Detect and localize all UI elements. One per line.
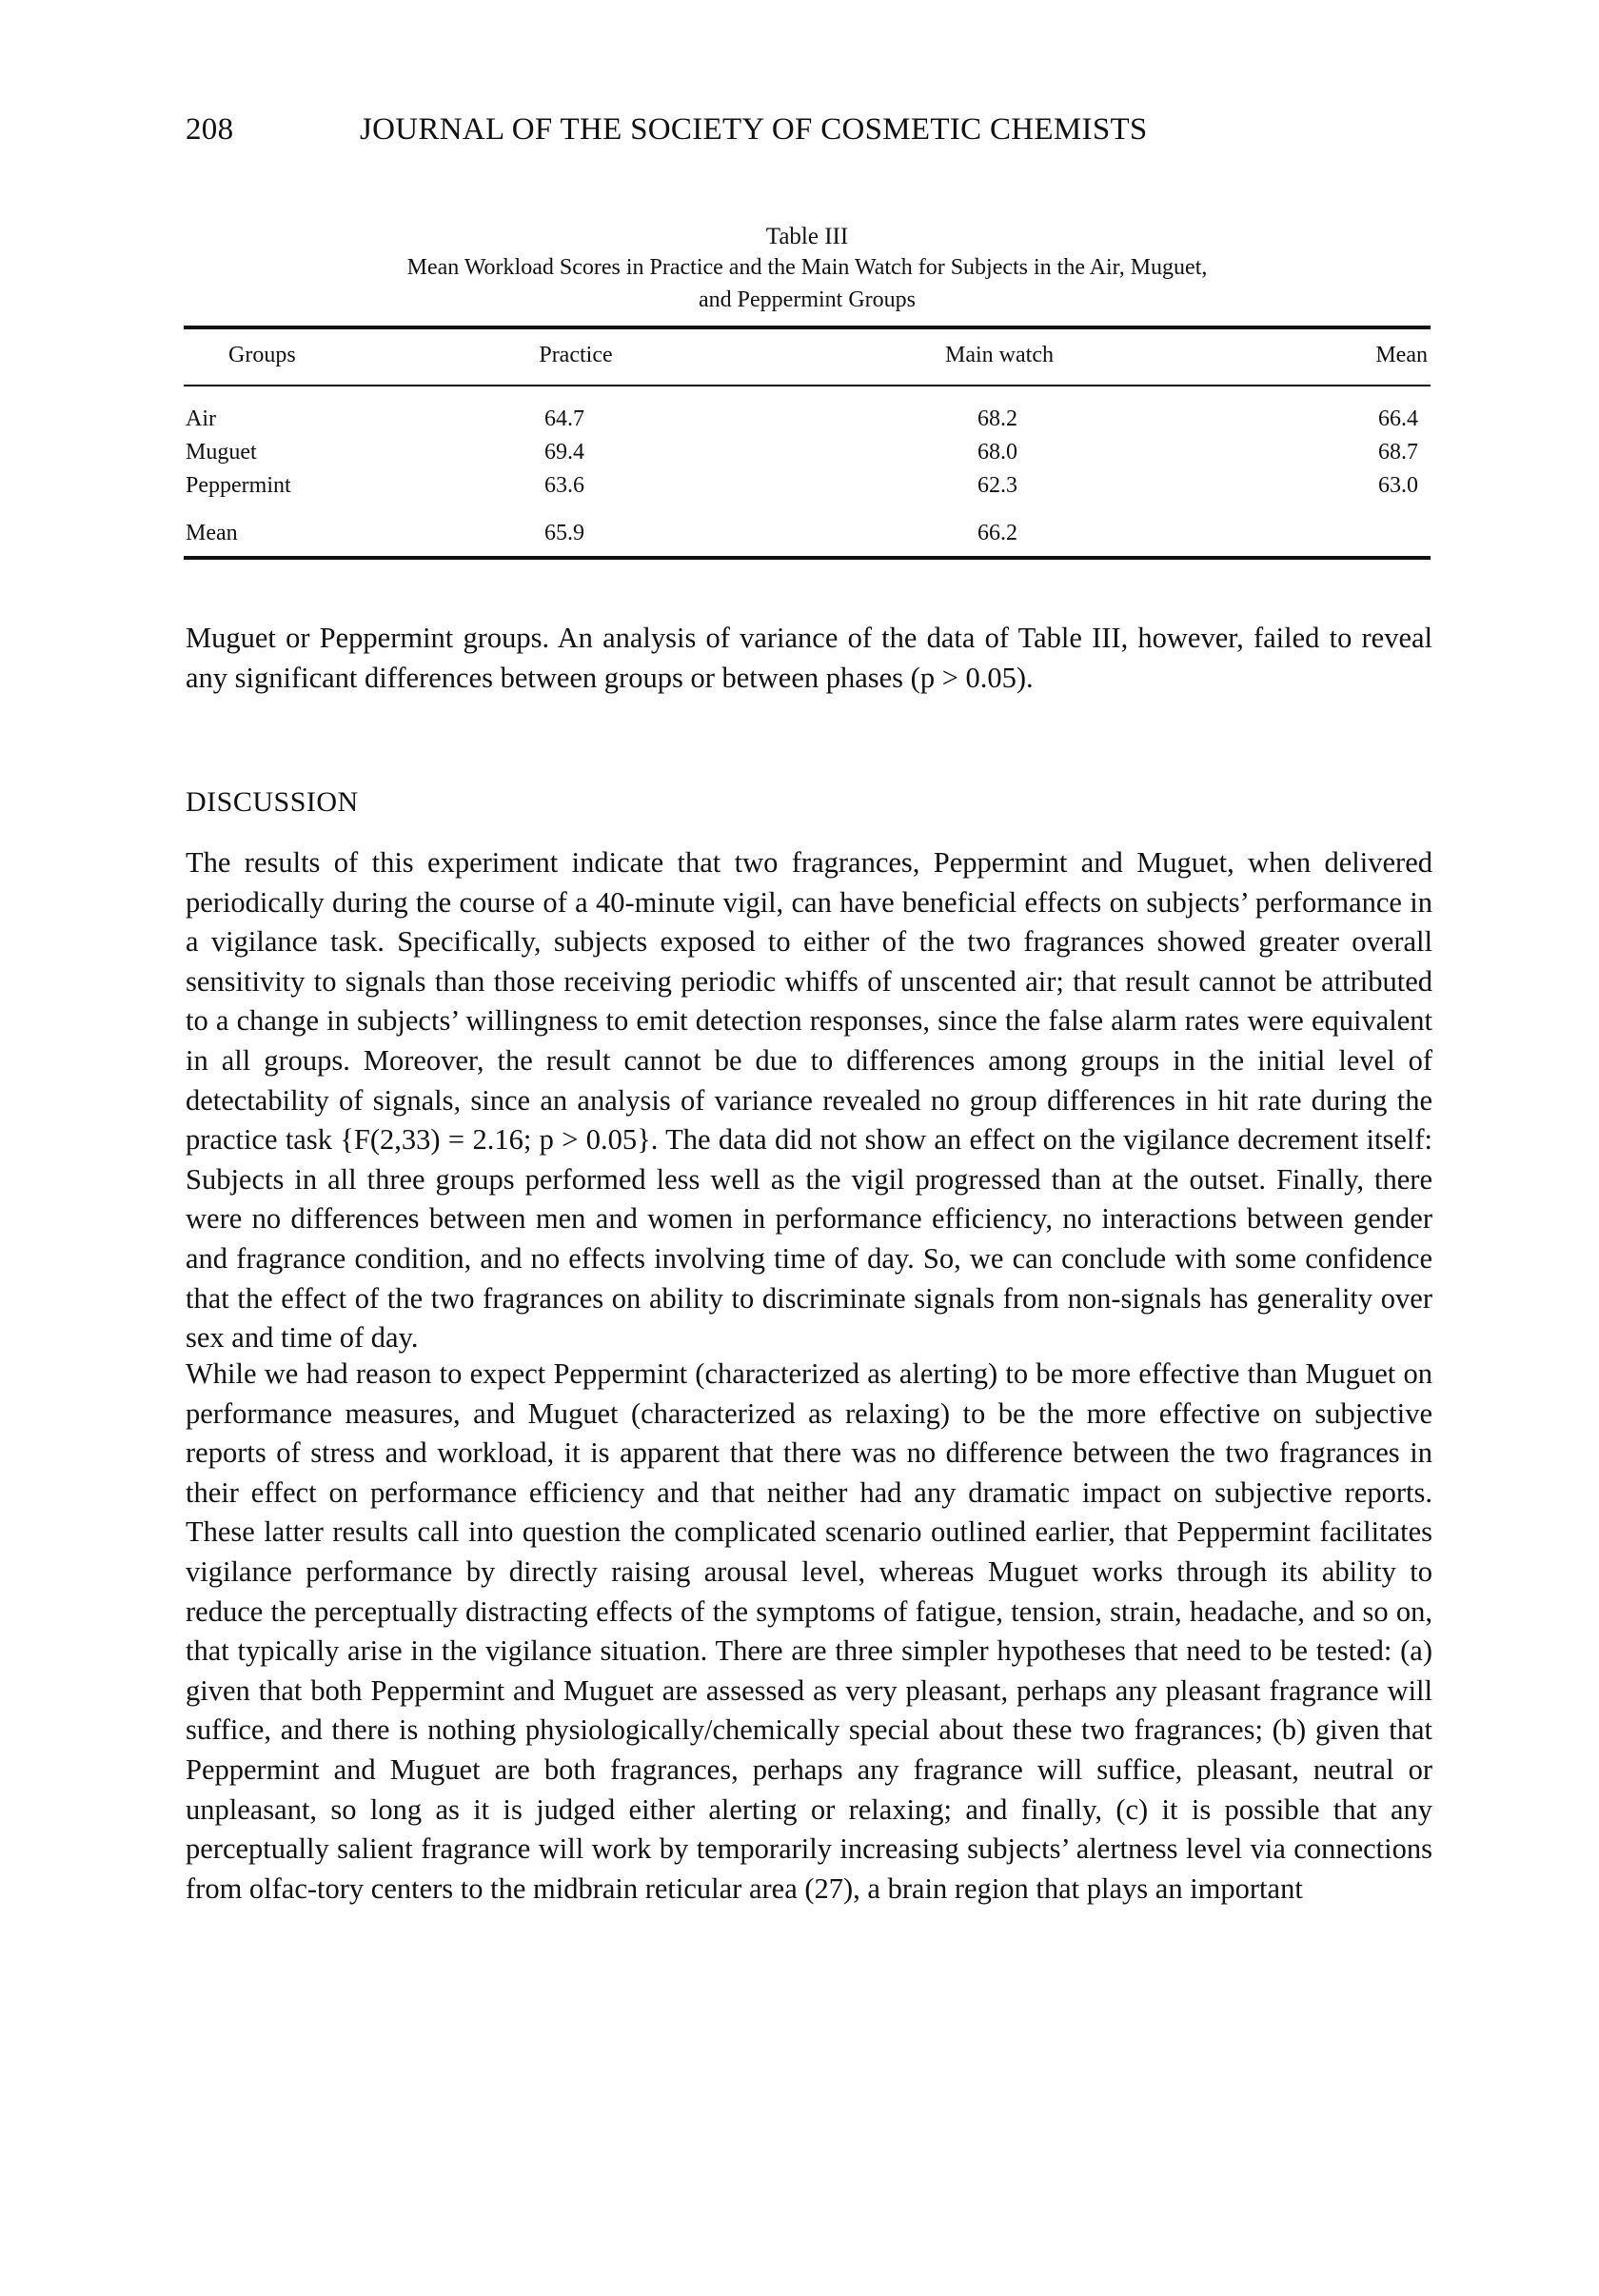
column-header-mean: Mean — [1375, 343, 1428, 367]
row-group-label: Mean — [186, 521, 238, 545]
discussion-paragraph-2 — [186, 1355, 1432, 1909]
table-label: Table III — [765, 224, 849, 249]
journal-title: JOURNAL OF THE SOCIETY OF COSMETIC CHEMISTS — [360, 112, 1148, 147]
paragraph-text: Muguet or Peppermint groups. An analysis of variance of the data of Table III, however, failed to reveal any significant differences between groups or between phases (p > 0.05). — [186, 622, 1432, 694]
table-header-rule — [184, 385, 1431, 386]
row-group-label: Peppermint — [186, 473, 291, 498]
table-caption-line-2: and Peppermint Groups — [699, 287, 916, 312]
column-header-main-watch: Main watch — [945, 343, 1054, 367]
cell-mean: 66.4 — [1378, 406, 1418, 431]
cell-main-watch: 62.3 — [977, 473, 1017, 498]
page-number: 208 — [186, 112, 234, 147]
cell-mean: 63.0 — [1378, 473, 1418, 498]
paragraph-text: The results of this experiment indicate that two fragrances, Peppermint and Muguet, when delivered periodically during the course of a 40-minute vigil, can have beneficial effects on subjects’ performance in a vigilance task. Specifically, subjects exposed to either of the two fragrances showed greater overall sensitivity to signals than those receiving periodic whiffs of unscented air; that result cannot be attributed to a change in subjects’ willingness to emit detection responses, since the false alarm rates were equivalent in all groups. Moreover, the result cannot be due to differences among groups in the initial level of detectability of signals, since an analysis of variance revealed no group differences in hit rate during the practice task {F(2,33) = 2.16; p > 0.05}. The data did not show an effect on the vigilance decrement itself: Subjects in all three groups performed less well as the vigil progressed than at the outset. Finally, there were no differences between men and women in performance efficiency, no interactions between gender and fragrance condition, and no effects involving time of day. So, we can conclude with some confidence that the effect of the two fragrances on ability to discriminate signals from non-signals has generality over sex and time of day. — [186, 846, 1432, 1355]
column-header-groups: Groups — [228, 343, 296, 367]
running-head — [186, 112, 1442, 158]
table-caption-line-1: Mean Workload Scores in Practice and the Main Watch for Subjects in the Air, Muguet, — [406, 255, 1208, 280]
paragraph-text: While we had reason to expect Peppermint (characterized as alerting) to be more effective than Muguet on performance measures, and Muguet (characterized as relaxing) to be the more effective on subjective reports of stress and workload, it is apparent that there was no difference between the two fragrances in their effect on performance efficiency and that neither had any dramatic impact on subjective reports. These latter results call into question the complicated scenario outlined earlier, that Peppermint facilitates vigilance performance by directly raising arousal level, whereas Muguet works through its ability to reduce the perceptually distracting effects of the symptoms of fatigue, tension, strain, headache, and so on, that typically arise in the vigilance situation. There are three simpler hypotheses that need to be tested: (a) given that both Peppermint and Muguet are assessed as very pleasant, perhaps any pleasant fragrance will suffice, and there is nothing physiologically/chemically special about these two fragrances; (b) given that Peppermint and Muguet are both fragrances, perhaps any fragrance will suffice, pleasant, neutral or unpleasant, so long as it is judged either alerting or relaxing; and finally, (c) it is possible that any perceptually salient fragrance will work by temporarily increasing subjects’ alertness level via connections from olfac-tory centers to the midbrain reticular area (27), a brain region that plays an important — [186, 1357, 1432, 1905]
row-group-label: Muguet — [186, 440, 257, 465]
row-group-label: Air — [186, 406, 216, 431]
cell-main-watch: 66.2 — [977, 521, 1017, 545]
cell-practice: 64.7 — [544, 406, 584, 431]
table-bottom-rule — [184, 556, 1431, 560]
cell-practice: 65.9 — [544, 521, 584, 545]
discussion-paragraph-1 — [186, 843, 1432, 1358]
cell-practice: 63.6 — [544, 473, 584, 498]
section-heading: DISCUSSION — [186, 786, 359, 818]
table-top-rule — [184, 326, 1431, 329]
cell-main-watch: 68.2 — [977, 406, 1017, 431]
cell-mean: 68.7 — [1378, 440, 1418, 465]
column-header-practice: Practice — [539, 343, 613, 367]
continuation-paragraph — [186, 619, 1432, 698]
cell-main-watch: 68.0 — [977, 440, 1017, 465]
cell-practice: 69.4 — [544, 440, 584, 465]
